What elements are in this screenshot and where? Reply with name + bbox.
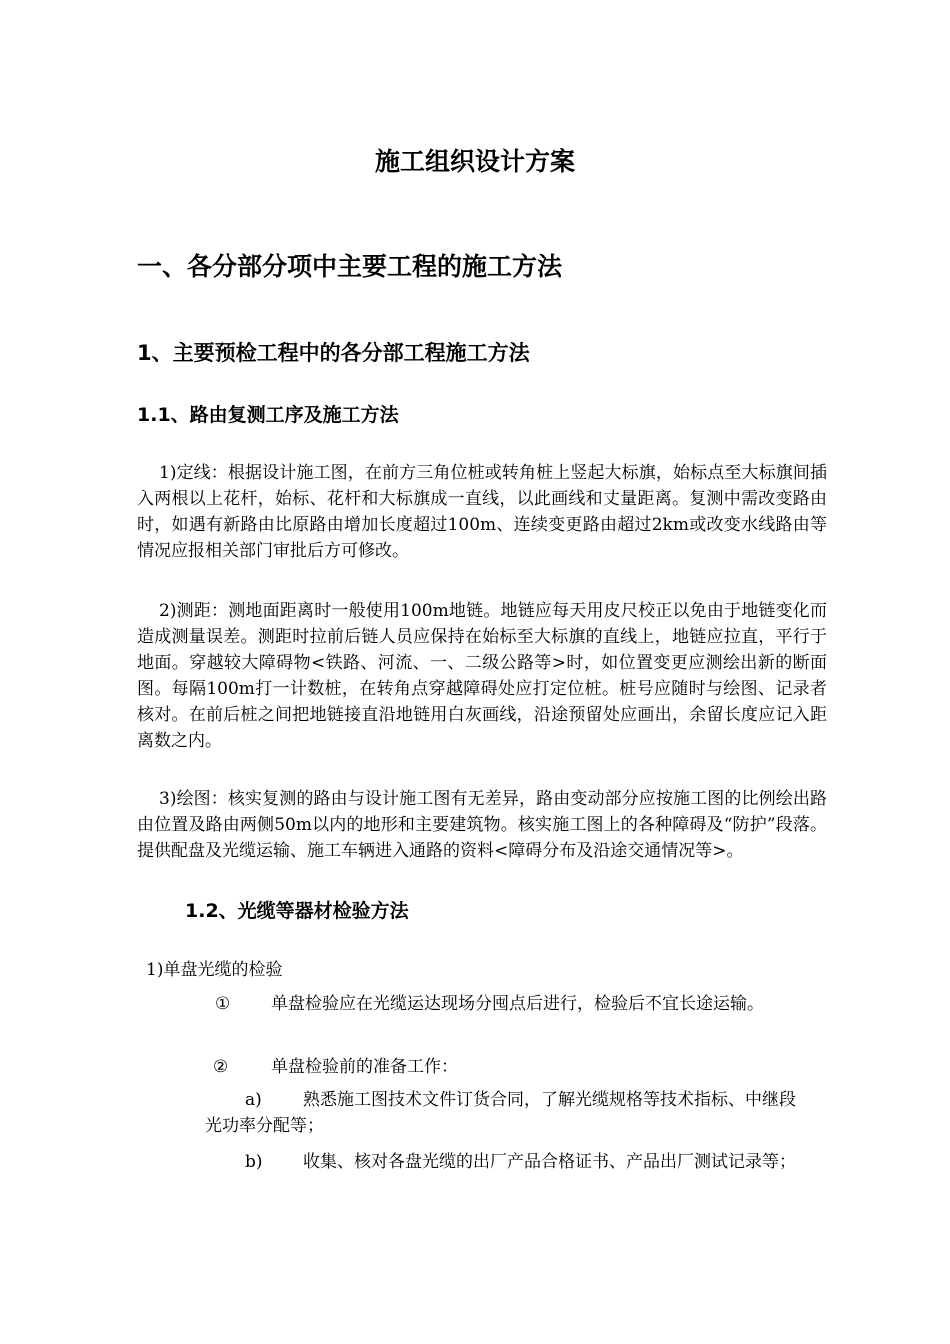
list-item (175, 991, 815, 1017)
list-item (205, 1149, 805, 1175)
list-marker: a) (245, 1090, 262, 1110)
chapter-heading: 一、各分部分项中主要工程的施工方法 (137, 252, 563, 281)
list-marker: b) (245, 1152, 263, 1172)
list-marker: ① (215, 994, 231, 1014)
paragraph-drawing: 3)绘图：核实复测的路由与设计施工图有无差异，路由变动部分应按施工图的比例绘出路由位置及路由两侧50m以内的地形和主要建筑物。核实施工图上的各种障碍及“防护”段落。提供配盘及光缆运输、施工车辆进入通路的资料<障碍分布及沿途交通情况等>。 (137, 789, 827, 861)
paragraph-distance-measuring: 2)测距：测地面距离时一般使用100m地链。地链应每天用皮尺校正以免由于地链变化而造成测量误差。测距时拉前后链人员应保持在始标至大标旗的直线上，地链应拉直，平行于地面。穿越较大障碍物<铁路、河流、一、二级公路等>时，如位置变更应测绘出新的断面图。每隔100m打一计数桩，在转角点穿越障碍处应打定位桩。桩号应随时与绘图、记录者核对。在前后桩之间把地链接直沿地链用白灰画线，沿途预留处应画出，余留长度应记入距离数之内。 (137, 601, 827, 751)
list-item-text: 单盘检验前的准备工作： (271, 1057, 458, 1077)
list-item (175, 1054, 815, 1080)
subsection-heading-1-2: 1.2、光缆等器材检验方法 (185, 900, 409, 922)
paragraph-staking: 1)定线：根据设计施工图，在前方三角位桩或转角桩上竖起大标旗，始标点至大标旗间插入两根以上花杆，始标、花杆和大标旗成一直线，以此画线和丈量距离。复测中需改变路由时，如遇有新路由比原路由增加长度超过100m、连续变更路由超过2km或改变水线路由等情况应报相关部门审批后方可修改。 (137, 463, 827, 561)
subsection-heading-1-1: 1.1、路由复测工序及施工方法 (137, 404, 399, 426)
document-title: 施工组织设计方案 (374, 147, 575, 176)
section-heading: 1、主要预检工程中的各分部工程施工方法 (137, 341, 530, 365)
list-marker: ② (213, 1057, 229, 1077)
list-item-text: 单盘检验应在光缆运达现场分囤点后进行，检验后不宜长途运输。 (271, 994, 764, 1014)
list-item (205, 1087, 805, 1139)
sub-heading-single-reel-inspection: 1)单盘光缆的检验 (146, 960, 283, 980)
list-item-text: 熟悉施工图技术文件订货合同，了解光缆规格等技术指标、中继段光功率分配等； (205, 1090, 796, 1136)
list-item-text: 收集、核对各盘光缆的出厂产品合格证书、产品出厂测试记录等； (303, 1152, 796, 1172)
